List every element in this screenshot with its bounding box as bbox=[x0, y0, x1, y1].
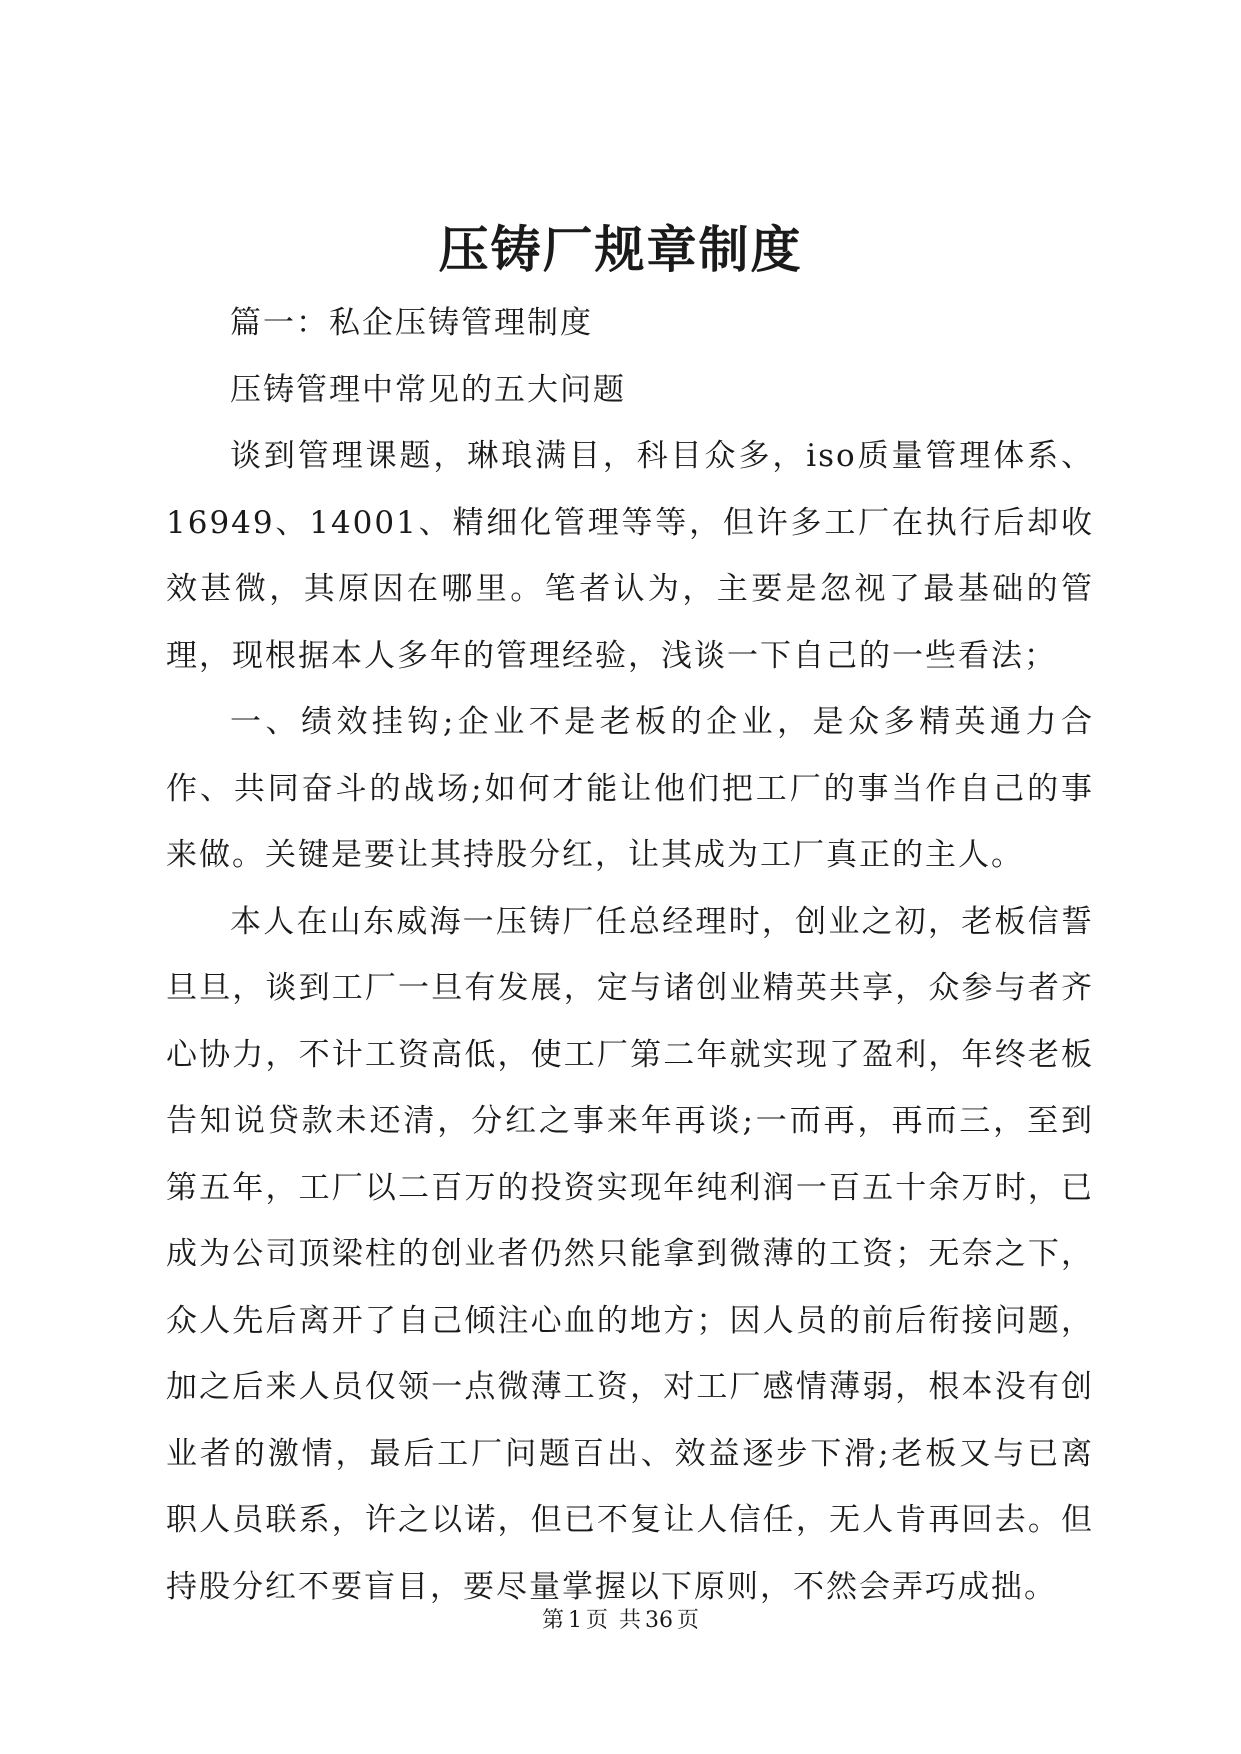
page-suffix: 页 bbox=[585, 1608, 608, 1633]
total-prefix: 共 bbox=[619, 1608, 642, 1633]
page-footer bbox=[0, 1606, 1241, 1636]
page-prefix: 第 bbox=[541, 1608, 564, 1633]
paragraph-case-study: 本人在山东威海一压铸厂任总经理时，创业之初，老板信誓旦旦，谈到工厂一旦有发展，定与诸创业精英共享，众参与者齐心协力，不计工资高低，使工厂第二年就实现了盈利，年终老板告知说贷款未还清，分红之事来年再谈;一而再，再而三，至到第五年，工厂以二百万的投资实现年纯利润一百五十余万时，已成为公司顶梁柱的创业者仍然只能拿到微薄的工资；无奈之下，众人先后离开了自己倾注心血的地方；因人员的前后衔接问题，加之后来人员仅领一点微薄工资，对工厂感情薄弱，根本没有创业者的激情，最后工厂问题百出、效益逐步下滑;老板又与已离职人员联系，许之以诺，但已不复让人信任，无人肯再回去。但持股分红不要盲目，要尽量掌握以下原则，不然会弄巧成拙。 bbox=[166, 903, 1094, 1605]
document-title: 压铸厂规章制度 bbox=[438, 220, 803, 279]
paragraph-intro: 谈到管理课题，琳琅满目，科目众多，iso质量管理体系、16949、14001、精细化管理等等，但许多工厂在执行后却收效甚微，其原因在哪里。笔者认为，主要是忽视了最基础的管理，现根据本人多年的管理经验，浅谈一下自己的一些看法； bbox=[166, 438, 1094, 674]
paragraph-subheading: 压铸管理中常见的五大问题 bbox=[230, 371, 626, 408]
document-body bbox=[166, 290, 1094, 1620]
paragraph-section-heading: 篇一：私企压铸管理制度 bbox=[230, 305, 593, 341]
total-pages: 36 bbox=[645, 1608, 674, 1633]
total-suffix: 页 bbox=[677, 1608, 700, 1633]
page-number: 1 bbox=[567, 1608, 582, 1633]
paragraph-point-one: 一、绩效挂钩;企业不是老板的企业，是众多精英通力合作、共同奋斗的战场;如何才能让他们把工厂的事当作自己的事来做。关键是要让其持股分红，让其成为工厂真正的主人。 bbox=[166, 704, 1094, 873]
